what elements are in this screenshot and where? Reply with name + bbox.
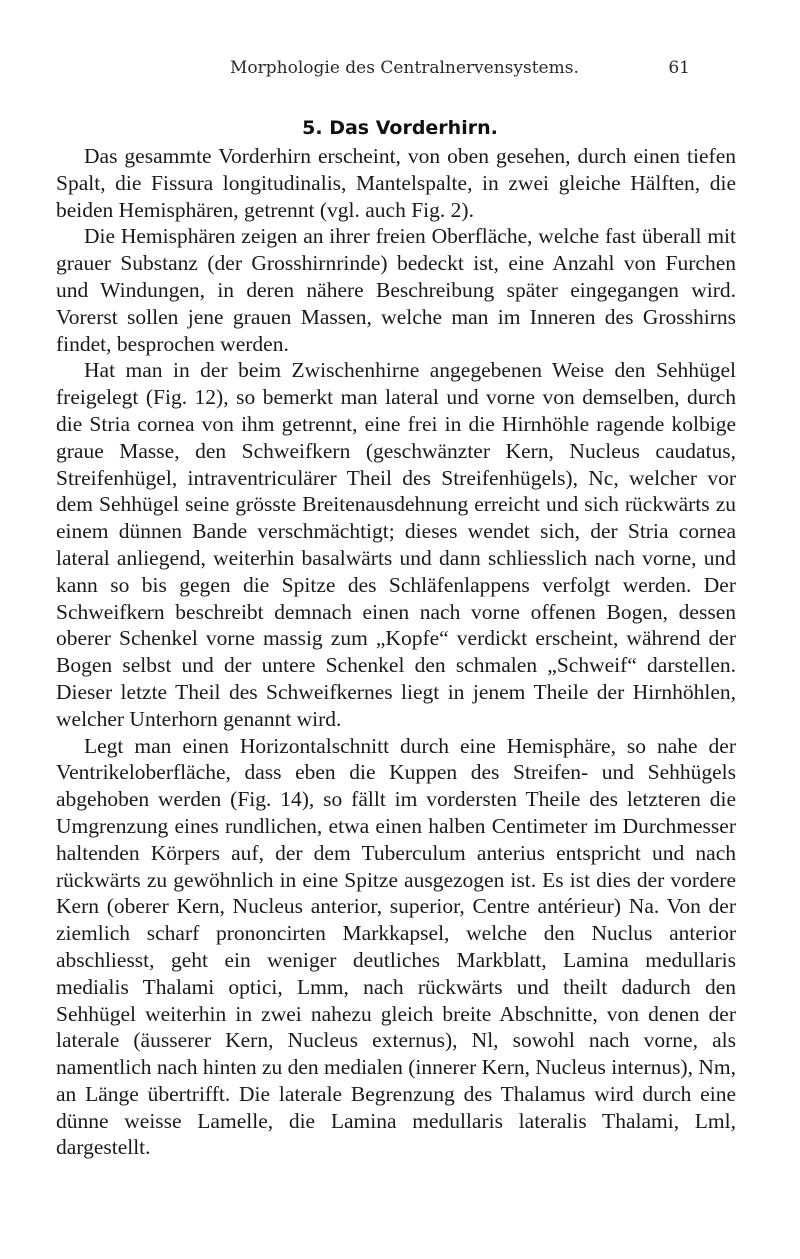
- page-number: 61: [668, 58, 690, 78]
- paragraph-2: Die Hemisphären zeigen an ihrer freien Oberfläche, welche fast überall mit grauer Substanz (der Grosshirnrinde) bedeckt ist, eine Anzahl von Furchen und Windungen, in deren nähere Beschreibung später eingegangen wird. Vorerst sollen jene grauen Massen, welche man im Inneren des Grosshirns findet, besprochen werden.: [56, 224, 736, 356]
- paragraph-1: Das gesammte Vorderhirn erscheint, von oben gesehen, durch einen tiefen Spalt, die Fissura longitudinalis, Mantelspalte, in zwei gleiche Hälften, die beiden Hemisphären, getrennt (vgl. auch Fig. 2).: [56, 144, 736, 222]
- section-heading: 5. Das Vorderhirn.: [302, 117, 498, 139]
- body-text: [56, 143, 736, 1161]
- running-header: [170, 58, 690, 88]
- header-title: Morphologie des Centralnervensystems.: [230, 58, 579, 78]
- paragraph-3: Hat man in der beim Zwischenhirne angegebenen Weise den Sehhügel freigelegt (Fig. 12), so bemerkt man lateral und vorne von demselben, durch die Stria cornea von ihm getrennt, eine frei in die Hirnhöhle ragende kolbige graue Masse, den Schweifkern (geschwänzter Kern, Nucleus caudatus, Streifenhügel, intraventriculärer Theil des Streifenhügels), Nc, welcher vor dem Sehhügel seine grösste Breitenausdehnung erreicht und sich rückwärts zu einem dünnen Bande verschmächtigt; dieses wendet sich, der Stria cornea lateral anliegend, weiterhin basalwärts und dann schliesslich nach vorne, und kann so bis gegen die Spitze des Schläfenlappens verfolgt werden. Der Schweifkern beschreibt demnach einen nach vorne offenen Bogen, dessen oberer Schenkel vorne massig zum „Kopfe“ verdickt erscheint, während der Bogen selbst und der untere Schenkel den schmalen „Schweif“ darstellen. Dieser letzte Theil des Schweifkernes liegt in jenem Theile der Hirnhöhlen, welcher Unterhorn genannt wird.: [56, 358, 736, 731]
- paragraph-4: Legt man einen Horizontalschnitt durch eine Hemisphäre, so nahe der Ventrikeloberfläche, dass eben die Kuppen des Streifen- und Sehhügels abgehoben werden (Fig. 14), so fällt im vordersten Theile des letzteren die Umgrenzung eines rundlichen, etwa einen halben Centimeter im Durchmesser haltenden Körpers auf, der dem Tuberculum anterius entspricht und nach rückwärts zu gewöhnlich in eine Spitze ausgezogen ist. Es ist dies der vordere Kern (oberer Kern, Nucleus anterior, superior, Centre antérieur) Na. Von der ziemlich scharf prononcirten Markkapsel, welche den Nuclus anterior abschliesst, geht ein weniger deutliches Markblatt, Lamina medullaris medialis Thalami optici, Lmm, nach rückwärts und theilt dadurch den Sehhügel weiterhin in zwei nahezu gleich breite Abschnitte, von denen der laterale (äusserer Kern, Nucleus externus), Nl, sowohl nach vorne, als namentlich nach hinten zu den medialen (innerer Kern, Nucleus internus), Nm, an Länge übertrifft. Die laterale Begrenzung des Thalamus wird durch eine dünne weisse Lamelle, die Lamina medullaris lateralis Thalami, Lml, dargestellt.: [56, 733, 737, 1160]
